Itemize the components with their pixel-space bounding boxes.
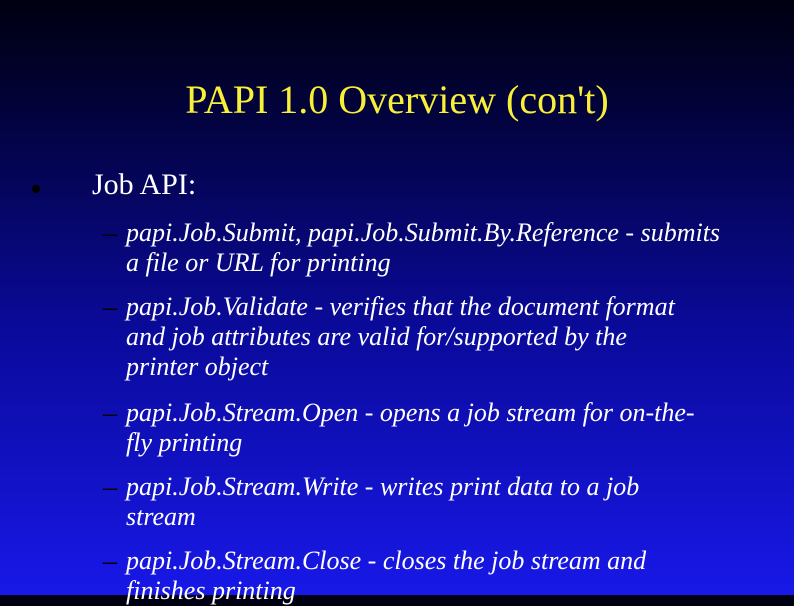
list-item-line: fly printing: [126, 428, 243, 457]
list-item-line: papi.Job.Validate - verifies that the document format: [126, 292, 675, 321]
dash-icon: –: [103, 398, 117, 429]
slide-title: PAPI 1.0 Overview (con't): [185, 77, 609, 122]
list-item-line: printer object: [126, 352, 269, 381]
bullet-label: Job API:: [92, 168, 197, 201]
list-item-line: papi.Job.Stream.Open - opens a job stream for on-the-: [126, 398, 695, 427]
bullet-dot-icon: [32, 185, 40, 193]
list-item: [126, 398, 746, 458]
list-item-line: a file or URL for printing: [126, 248, 391, 277]
list-item: [126, 546, 746, 606]
list-item: [126, 472, 746, 532]
list-item-line: papi.Job.Submit, papi.Job.Submit.By.Reference - submits: [126, 218, 721, 247]
dash-icon: –: [103, 546, 117, 577]
list-item-line: papi.Job.Stream.Close - closes the job stream and: [126, 546, 647, 575]
list-item: [126, 292, 746, 382]
dash-icon: –: [103, 472, 117, 503]
dash-icon: –: [103, 292, 117, 323]
list-item-line: finishes printing: [126, 576, 296, 605]
dash-icon: –: [103, 218, 117, 249]
list-item: [126, 218, 746, 278]
list-item-line: stream: [126, 502, 196, 531]
list-item-line: and job attributes are valid for/supported by the: [126, 322, 627, 351]
list-item-line: papi.Job.Stream.Write - writes print data to a job: [126, 472, 640, 501]
